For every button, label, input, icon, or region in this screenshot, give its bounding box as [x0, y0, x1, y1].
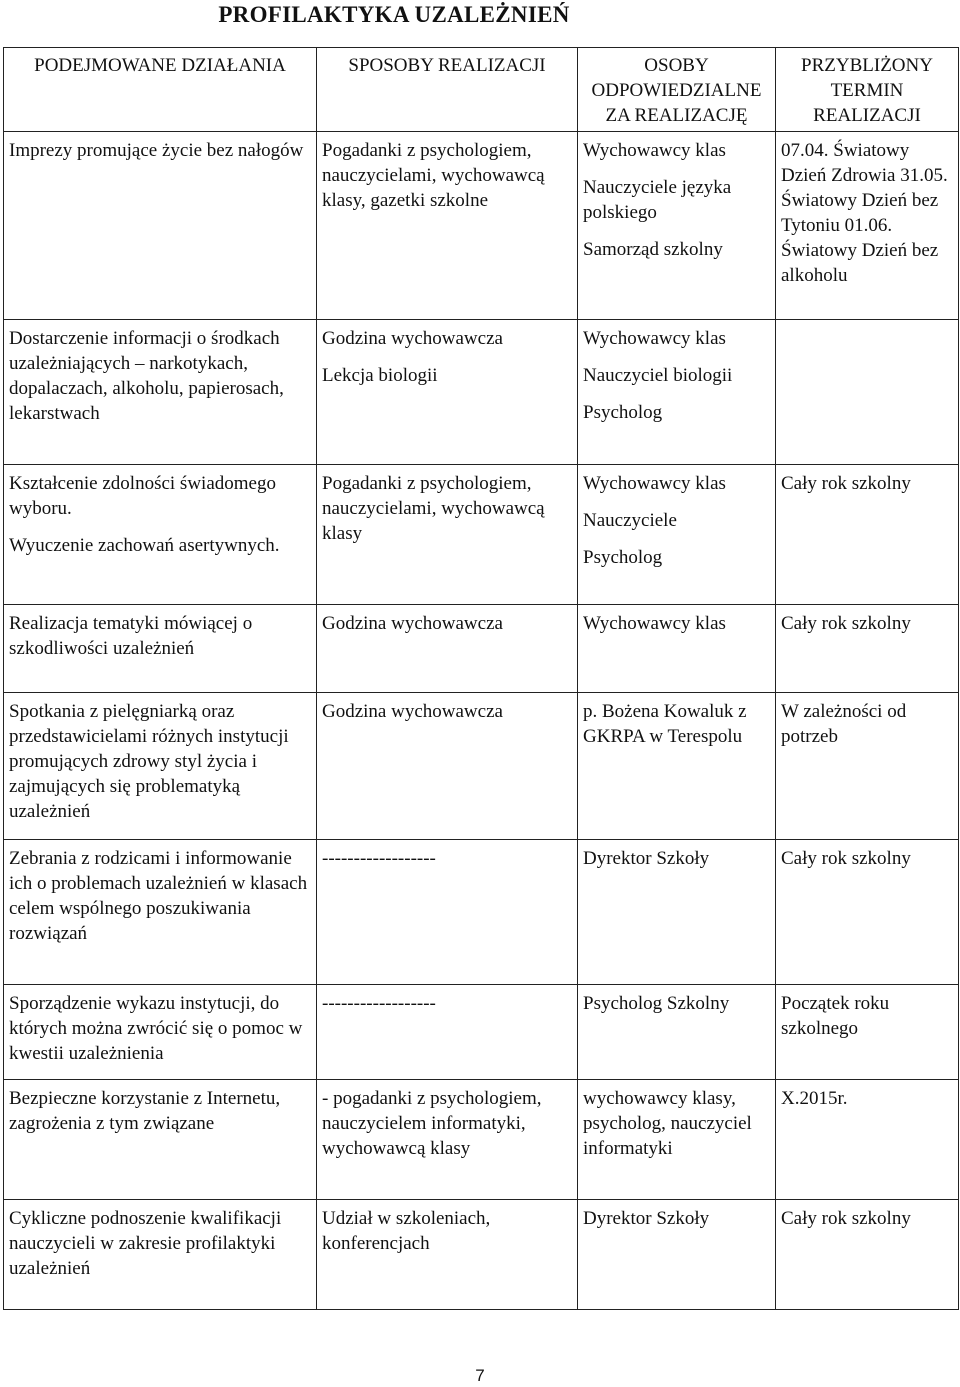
cell-responsible [578, 985, 776, 1080]
cell-method [317, 985, 578, 1080]
cell-method [317, 465, 578, 605]
table-row [4, 132, 959, 320]
table-body [4, 132, 959, 1310]
cell-paragraph: Bezpieczne korzystanie z Internetu, zagrożenia z tym związane [9, 1088, 281, 1134]
cell-action [4, 985, 317, 1080]
page-number: 7 [475, 1366, 485, 1385]
cell-paragraph: Wychowawcy klas [583, 613, 726, 634]
cell-responsible [578, 132, 776, 320]
cell-paragraph: Wychowawcy klas [583, 328, 726, 349]
table-row [4, 693, 959, 840]
cell-paragraph: Godzina wychowawcza [322, 613, 503, 634]
cell-responsible [578, 1200, 776, 1310]
cell-paragraph: Godzina wychowawcza [322, 701, 503, 722]
cell-paragraph: Spotkania z pielęgniarką oraz przedstawicielami różnych instytucji promujących zdrowy styl życia i zajmujących się problematyką uzależnień [9, 701, 289, 822]
table-row [4, 605, 959, 693]
cell-term [776, 465, 959, 605]
cell-paragraph: Dyrektor Szkoły [583, 848, 710, 869]
cell-paragraph: Wychowawcy klas [583, 140, 726, 161]
cell-paragraph: Psycholog [583, 402, 663, 423]
page-title: PROFILAKTYKA UZALEŻNIEŃ [218, 2, 570, 27]
cell-responsible [578, 840, 776, 985]
cell-action [4, 840, 317, 985]
prevention-table [3, 47, 959, 1310]
cell-paragraph: wychowawcy klasy, psycholog, nauczyciel informatyki [583, 1088, 752, 1159]
cell-paragraph: p. Bożena Kowaluk z GKRPA w Terespolu [583, 701, 747, 747]
table-row [4, 840, 959, 985]
cell-action [4, 320, 317, 465]
table-row [4, 1200, 959, 1310]
cell-responsible [578, 605, 776, 693]
table-header-row [4, 48, 959, 132]
table-row [4, 465, 959, 605]
cell-paragraph: Zebrania z rodzicami i informowanie ich o problemach uzależnień w klasach celem wspólnego poszukiwania rozwiązań [9, 848, 308, 944]
cell-action [4, 1200, 317, 1310]
cell-paragraph: Cały rok szkolny [781, 473, 911, 494]
cell-paragraph: X.2015r. [781, 1088, 848, 1109]
header-responsible: OSOBY ODPOWIEDZIALNE ZA REALIZACJĘ [578, 48, 776, 132]
cell-paragraph: Psycholog [583, 547, 663, 568]
cell-paragraph: ------------------ [322, 993, 436, 1014]
table-row [4, 1080, 959, 1200]
header-methods: SPOSOBY REALIZACJI [317, 48, 578, 132]
cell-paragraph: Imprezy promujące życie bez nałogów [9, 140, 304, 161]
cell-paragraph: Początek roku szkolnego [781, 993, 890, 1039]
cell-paragraph: Pogadanki z psychologiem, nauczycielami, wychowawcą klasy, gazetki szkolne [322, 140, 545, 211]
cell-paragraph: Cykliczne podnoszenie kwalifikacji nauczycieli w zakresie profilaktyki uzależnień [9, 1208, 282, 1279]
cell-method [317, 1200, 578, 1310]
cell-method [317, 1080, 578, 1200]
cell-paragraph: Nauczyciele [583, 510, 677, 531]
cell-paragraph: Sporządzenie wykazu instytucji, do których można zwrócić się o pomoc w kwestii uzależnienia [9, 993, 303, 1064]
cell-responsible [578, 1080, 776, 1200]
cell-action [4, 132, 317, 320]
cell-paragraph: Nauczyciel biologii [583, 365, 733, 386]
cell-term [776, 605, 959, 693]
table-row [4, 985, 959, 1080]
cell-paragraph: ------------------ [322, 848, 436, 869]
cell-paragraph: Udział w szkoleniach, konferencjach [322, 1208, 491, 1254]
cell-action [4, 605, 317, 693]
table-row [4, 320, 959, 465]
cell-method [317, 693, 578, 840]
cell-action [4, 465, 317, 605]
cell-method [317, 132, 578, 320]
cell-responsible [578, 693, 776, 840]
cell-paragraph: Lekcja biologii [322, 365, 438, 386]
cell-paragraph: Wyuczenie zachowań asertywnych. [9, 535, 280, 556]
cell-method [317, 320, 578, 465]
cell-method [317, 605, 578, 693]
cell-term [776, 1080, 959, 1200]
header-actions: PODEJMOWANE DZIAŁANIA [4, 48, 317, 132]
cell-paragraph: Godzina wychowawcza [322, 328, 503, 349]
cell-paragraph: Psycholog Szkolny [583, 993, 730, 1014]
cell-responsible [578, 320, 776, 465]
cell-action [4, 1080, 317, 1200]
cell-paragraph: Dyrektor Szkoły [583, 1208, 710, 1229]
header-term: PRZYBLIŻONY TERMIN REALIZACJI [776, 48, 959, 132]
cell-paragraph: - pogadanki z psychologiem, nauczycielem informatyki, wychowawcą klasy [322, 1088, 542, 1159]
cell-paragraph: Cały rok szkolny [781, 613, 911, 634]
cell-term [776, 320, 959, 465]
cell-term [776, 1200, 959, 1310]
cell-paragraph: Dostarczenie informacji o środkach uzależniających – narkotykach, dopalaczach, alkoholu, papierosach, lekarstwach [9, 328, 284, 424]
cell-paragraph: Pogadanki z psychologiem, nauczycielami, wychowawcą klasy [322, 473, 545, 544]
cell-responsible [578, 465, 776, 605]
cell-paragraph: 07.04. Światowy Dzień Zdrowia 31.05. Światowy Dzień bez Tytoniu 01.06. Światowy Dzień bez alkoholu [781, 140, 948, 286]
cell-paragraph: Realizacja tematyki mówiącej o szkodliwości uzależnień [9, 613, 253, 659]
cell-action [4, 693, 317, 840]
cell-paragraph: Cały rok szkolny [781, 1208, 911, 1229]
cell-paragraph: W zależności od potrzeb [781, 701, 907, 747]
cell-term [776, 985, 959, 1080]
cell-method [317, 840, 578, 985]
cell-paragraph: Samorząd szkolny [583, 239, 723, 260]
cell-paragraph: Nauczyciele języka polskiego [583, 177, 732, 223]
cell-paragraph: Kształcenie zdolności świadomego wyboru. [9, 473, 276, 519]
cell-paragraph: Wychowawcy klas [583, 473, 726, 494]
cell-term [776, 840, 959, 985]
cell-term [776, 693, 959, 840]
cell-term [776, 132, 959, 320]
cell-paragraph: Cały rok szkolny [781, 848, 911, 869]
